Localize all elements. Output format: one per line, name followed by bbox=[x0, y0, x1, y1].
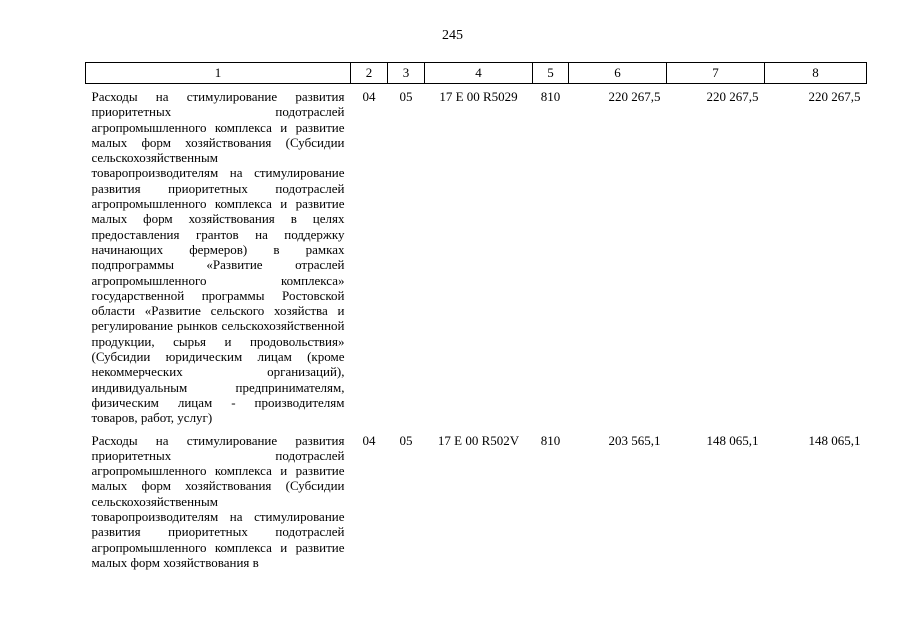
table-row bbox=[86, 84, 867, 428]
row-amount-6: 203 565,1 bbox=[608, 432, 661, 448]
page-number: 245 bbox=[442, 28, 463, 43]
col-header-5: 5 bbox=[533, 63, 569, 84]
budget-table bbox=[85, 62, 867, 572]
row-subsection: 05 bbox=[399, 432, 413, 448]
col-header-4: 4 bbox=[425, 63, 533, 84]
row-subsection: 05 bbox=[399, 89, 413, 104]
row-section: 04 bbox=[362, 89, 376, 104]
row-amount-7: 220 267,5 bbox=[706, 89, 759, 104]
col-header-2: 2 bbox=[351, 63, 388, 84]
row-description: Расходы на стимулирование развития приоритетных подотраслей агропромышленного комплекса и развитие малых форм хозяйствования (Субсидии сельскохозяйственным товаропроизводителям на стимулирование развития приоритетных подотраслей агропромышленного комплекса и развитие малых форм хозяйствования в целях предоставления грантов на поддержку начинающих фермеров) в рамках подпрограммы «Развитие отраслей агропромышленного комплекса» государственной программы Ростовской области «Развитие сельского хозяйства и регулирование рынков сельскохозяйственной продукции, сырья и продовольствия» (Субсидии юридическим лицам (кроме некоммерческих организаций), индивидуальным предпринимателям, физическим лицам - производителям товаров, работ, услуг) bbox=[91, 89, 345, 426]
row-description: Расходы на стимулирование развития приоритетных подотраслей агропромышленного комплекса и развитие малых форм хозяйствования (Субсидии сельскохозяйственным товаропроизводителям на стимулирование развития приоритетных подотраслей агропромышленного комплекса и развитие малых форм хозяйствования в bbox=[91, 432, 345, 570]
row-amount-8: 220 267,5 bbox=[808, 89, 861, 104]
row-target-code: 17 Е 00 R5029 bbox=[439, 89, 518, 104]
header-row bbox=[86, 63, 867, 84]
col-header-7: 7 bbox=[667, 63, 765, 84]
row-expense-type: 810 bbox=[540, 432, 561, 448]
row-section: 04 bbox=[362, 432, 376, 448]
row-amount-7: 148 065,1 bbox=[706, 432, 759, 448]
col-header-3: 3 bbox=[388, 63, 425, 84]
col-header-1: 1 bbox=[86, 63, 351, 84]
row-amount-8: 148 065,1 bbox=[808, 432, 861, 448]
table-row bbox=[86, 428, 867, 573]
col-header-8: 8 bbox=[765, 63, 867, 84]
row-target-code: 17 Е 00 R502V bbox=[437, 432, 520, 448]
col-header-6: 6 bbox=[569, 63, 667, 84]
row-amount-6: 220 267,5 bbox=[608, 89, 661, 104]
row-expense-type: 810 bbox=[540, 89, 561, 104]
